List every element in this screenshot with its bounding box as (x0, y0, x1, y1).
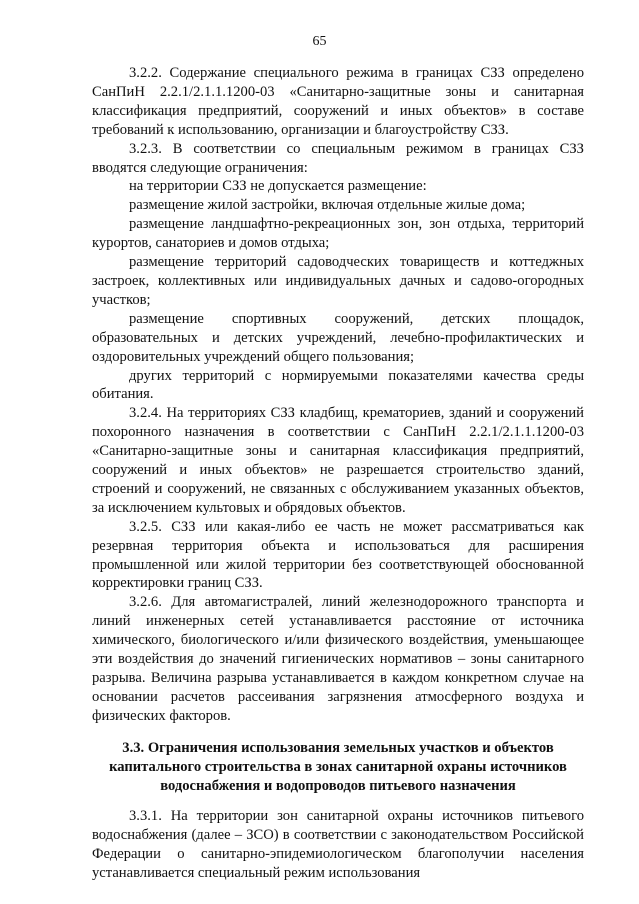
restriction-item-recreational: размещение ландшафтно-рекреационных зон, зон отдыха, территорий курортов, санаториев и домов отдыха; (92, 216, 584, 252)
spacer (92, 726, 584, 739)
paragraph-3-3-1: 3.3.1. На территории зон санитарной охраны источников питьевого водоснабжения (далее – ЗСО) в соответствии с законодательством Российской Федерации о санитарно-эпидемиологическом благополучии населения устанавливается специальный режим использования (92, 808, 584, 882)
page-number: 65 (312, 34, 327, 49)
restriction-item-other: других территорий с нормируемыми показателями качества среды обитания. (92, 367, 584, 403)
paragraph-3-2-5: 3.2.5. СЗЗ или какая-либо ее часть не может рассматриваться как резервная территория объекта и использоваться для расширения промышленной или жилой территории без соответствующей обоснованной корректировки границ СЗЗ. (92, 518, 584, 592)
restriction-item-gardening: размещение территорий садоводческих товариществ и коттеджных застроек, коллективных или индивидуальных дачных и садово-огородных участков; (92, 254, 584, 308)
paragraph-3-2-3: 3.2.3. В соответствии со специальным режимом в границах СЗЗ вводятся следующие ограничения: (92, 140, 584, 176)
paragraph-3-2-6: 3.2.6. Для автомагистралей, линий железнодорожного транспорта и линий инженерных сетей устанавливается расстояние от источника химического, биологического и/или физического воздействия, уменьшающее эти воздействия до значений гигиенических нормативов – зоны санитарного разрыва. Величина разрыва устанавливается в каждом конкретном случае на основании расчетов рассеивания загрязнения атмосферного воздуха и физических факторов. (92, 594, 584, 724)
paragraph-3-2-4: 3.2.4. На территориях СЗЗ кладбищ, крематориев, зданий и сооружений похоронного назначения в соответствии с СанПиН 2.2.1/2.1.1.1200-03 «Санитарно-защитные зоны и санитарная классификация предприятий, сооружений и иных объектов» не разрешается строительство зданий, строений и сооружений, не связанных с обслуживанием указанных объектов, за исключением культовых и обрядовых объектов. (92, 405, 584, 516)
restriction-item-residential: размещение жилой застройки, включая отдельные жилые дома; (129, 197, 526, 214)
document-body (92, 64, 584, 883)
restriction-intro: на территории СЗЗ не допускается размещение: (129, 178, 427, 195)
restriction-item-sports-education: размещение спортивных сооружений, детских площадок, образовательных и детских учреждений, лечебно-профилактических и оздоровительных учреждений общего пользования; (92, 310, 584, 365)
spacer (92, 795, 584, 807)
section-heading-3-3: 3.3. Ограничения использования земельных участков и объектов капитального строительства в зонах санитарной охраны источников водоснабжения и водопроводов питьевого назначения (109, 739, 567, 794)
paragraph-3-2-2: 3.2.2. Содержание специального режима в границах СЗЗ определено СанПиН 2.2.1/2.1.1.1200-03 «Санитарно-защитные зоны и санитарная классификация предприятий, сооружений и иных объектов» в составе требований к использованию, организации и благоустройству СЗЗ. (92, 65, 584, 138)
